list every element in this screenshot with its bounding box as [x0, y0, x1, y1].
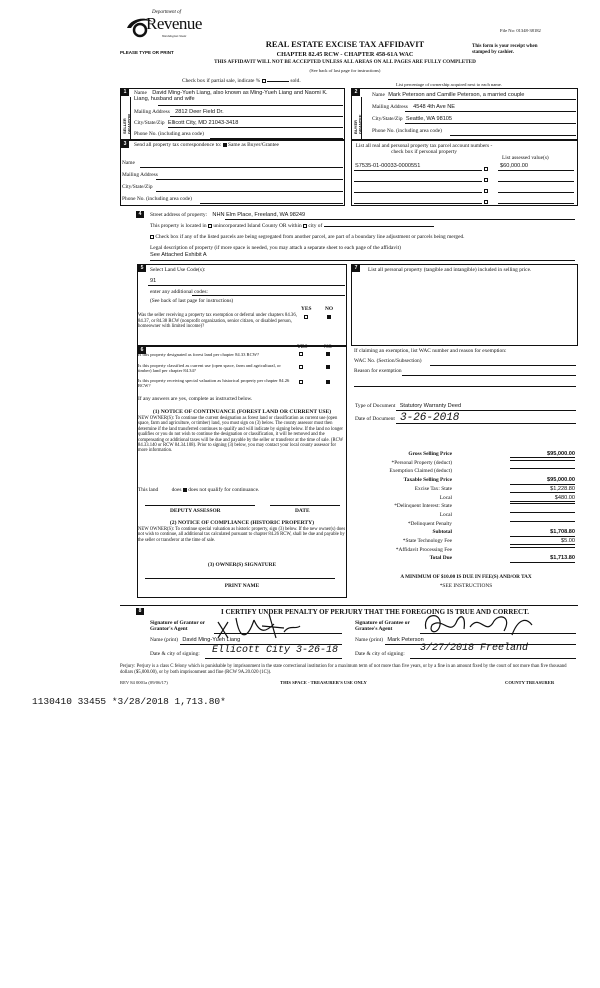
logo-revenue: Revenue	[146, 14, 202, 33]
doc-type-row	[355, 403, 461, 409]
located-label: This property is located in	[150, 223, 207, 229]
tax-row	[355, 547, 577, 555]
historic-no-checkbox[interactable]	[326, 380, 330, 384]
tax-row-value[interactable]: $5.00	[510, 538, 575, 545]
buyer-address-row	[372, 104, 455, 110]
grantor-name[interactable]: David Ming-Yueh Liang	[182, 637, 241, 643]
tax-row-value[interactable]	[510, 547, 575, 548]
grantee-date-label: Date & city of signing:	[355, 651, 405, 657]
buyer-phone-label: Phone No. (including area code)	[372, 128, 442, 134]
pp-checkbox-4[interactable]	[484, 200, 488, 204]
deputy-date: DATE	[295, 508, 310, 514]
street-address[interactable]: NHN Elm Place, Freeland, WA 98249	[212, 212, 306, 218]
exemption-question: Was the seller receiving a property tax exemption or deferral under chapters 84.36, 84.37, or 84.38 RCW (nonprofit organization, senior citizen, or disabled person, homeowner with limited income)?	[138, 313, 297, 330]
corr-address-label: Mailing Address	[122, 172, 158, 178]
grantee-sig-label: Signature of Grantee or Grantee's Agent	[355, 620, 410, 633]
certify-statement: I CERTIFY UNDER PENALTY OF PERJURY THAT THE FOREGOING IS TRUE AND CORRECT.	[220, 608, 529, 616]
tax-row-label: Gross Selling Price	[408, 451, 452, 457]
parcel-number[interactable]: S7535-01-00033-0000551	[355, 163, 421, 169]
buyer-city-label: City/State/Zip	[372, 116, 403, 122]
tax-row-label: Subtotal	[432, 529, 452, 536]
buyer-city[interactable]: Seattle, WA 98105	[405, 116, 453, 122]
buyer-side-label: BUYER GRANTEE	[353, 114, 363, 134]
doc-date-label: Date of Document	[355, 416, 395, 422]
seller-city-row	[134, 120, 238, 126]
tax-row-label: Local	[439, 511, 452, 518]
historic-yes-checkbox[interactable]	[299, 380, 303, 384]
grantee-name-label: Name (print)	[355, 637, 383, 643]
see-back-instructions: (See back of last page for instructions)	[309, 68, 381, 73]
tax-row-label: *State Technology Fee	[402, 538, 452, 544]
parcels-header: List all real and personal property tax parcel account numbers - check box if personal property	[355, 143, 493, 156]
pp-checkbox-3[interactable]	[484, 189, 488, 193]
print-name: PRINT NAME	[224, 583, 260, 589]
grantee-name-row	[355, 637, 424, 643]
s5-yes-header: YES	[301, 306, 312, 312]
s6-yes-header: YES	[297, 344, 308, 350]
street-label: Street address of property:	[150, 212, 208, 218]
tax-row	[355, 495, 577, 503]
corr-phone-label: Phone No. (including area code)	[122, 196, 192, 202]
receipt-note: This form is your receipt when stamped by cashier.	[472, 44, 538, 55]
tax-row-label: *Personal Property (deduct)	[391, 459, 452, 466]
tax-row-value[interactable]	[510, 521, 575, 522]
grantor-date-label: Date & city of signing:	[150, 651, 200, 657]
section-8-badge: 8	[136, 608, 144, 615]
grantor-date-city[interactable]: Ellicott City 3-26-18	[212, 645, 339, 656]
tax-row-label: Local	[439, 494, 452, 501]
tax-row-value[interactable]	[510, 468, 575, 469]
logo-state: Washington State	[162, 34, 187, 38]
tax-row-value[interactable]	[510, 512, 575, 513]
current-use-question: Is this property classified as current use (open space, farm and agricultural, or timber) land per chapter 84.34?	[138, 363, 281, 374]
perjury-notice: Perjury: Perjury is a class C felony which is punishable by imprisonment in the state correctional institution for a maximum term of not more than five years, or by a fine in an amount fixed by the court of not more than five thousand dollars ($5,000.00), or by both imprisonment and fine (RCW 9A.20.020 (1C)).	[120, 664, 567, 675]
partial-sale-row	[182, 78, 301, 84]
notice2-title: (2) NOTICE OF COMPLIANCE (HISTORIC PROPERTY)	[169, 520, 315, 526]
receipt-stamp: 1130410 33455 *3/28/2018 1,713.80*	[32, 696, 226, 707]
wac-number-label: WAC No. (Section/Subsection)	[354, 358, 422, 364]
form-warning: THIS AFFIDAVIT WILL NOT BE ACCEPTED UNLESS ALL AREAS ON ALL PAGES ARE FULLY COMPLETED	[214, 59, 476, 65]
corr-name-label: Name	[122, 160, 135, 166]
section-1-badge: 1	[121, 89, 129, 96]
pp-checkbox-1[interactable]	[484, 167, 488, 171]
buyer-name-row	[372, 92, 577, 98]
seller-city[interactable]: Ellicott City, MD 21043-3418	[167, 120, 239, 126]
minimum-fee-note: A MINIMUM OF $10.00 IS DUE IN FEE(S) AND/OR TAX	[400, 574, 532, 580]
seller-name-label: Name	[134, 90, 147, 96]
tax-row-label: *Delinquent Penalty	[407, 520, 452, 527]
grantee-signature-icon	[420, 609, 540, 643]
buyer-name[interactable]: Mark Peterson and Camille Peterson, a married couple	[388, 92, 525, 98]
correspondence-row	[134, 142, 279, 148]
owner-signature: (3) OWNER(S) SIGNATURE	[207, 562, 277, 568]
tax-row	[355, 555, 577, 563]
forest-question: Is this property designated as forest land per chapter 84.33 RCW?	[138, 352, 260, 357]
seller-address-row	[134, 109, 224, 115]
assessed-header: List assessed value(s)	[502, 155, 549, 161]
legal-description[interactable]: See Attached Exhibit A	[150, 252, 207, 258]
seller-name-row	[134, 90, 344, 103]
grantor-sig-label: Signature of Grantor or Grantor's Agent	[150, 620, 205, 633]
city-of-checkbox[interactable]	[303, 224, 307, 228]
city-of-label: city of	[308, 223, 323, 229]
grantor-name-label: Name (print)	[150, 637, 178, 643]
tax-row-value[interactable]: $1,708.80	[510, 529, 575, 536]
additional-codes: enter any additional codes:	[150, 289, 208, 295]
tax-row	[355, 486, 577, 494]
grantee-name[interactable]: Mark Peterson	[387, 637, 424, 643]
notice1-text: NEW OWNER(S): To continue the current designation as forest land or classification as current use (open space, farm and agriculture, or timber) land, you must sign on (3) below. The county assessor must then determine if the land transferred continues to qualify and will indicate by signing below. If the land no longer qualifies or you do not wish to continue the designation or classification, it will be removed and the compensating or additional taxes will be due and payable by the seller or transferor at the time of sale. (RCW 84.33.140 or RCW 84.34.108). Prior to signing (3) below, you may contact your local county assessor for more information.	[138, 416, 344, 454]
exemption-label: If claiming an exemption, list WAC number and reason for exemption:	[354, 348, 507, 354]
doc-type[interactable]: Statutory Warranty Deed	[399, 403, 462, 409]
tax-row	[355, 451, 577, 459]
assessed-value[interactable]: $60,000.00	[500, 163, 528, 169]
tax-row	[355, 512, 577, 520]
s5-yes-checkbox[interactable]	[304, 315, 308, 319]
tax-row	[355, 521, 577, 529]
does-checkbox[interactable]	[183, 488, 187, 492]
land-use-see-back: (See back of last page for instructions)	[150, 298, 234, 304]
section-2-badge: 2	[352, 89, 360, 96]
tax-row-label: Total Due	[429, 555, 452, 562]
tax-row	[355, 538, 577, 546]
unincorporated-label: unincorporated Island County OR within	[213, 223, 302, 229]
type-or-print: PLEASE TYPE OR PRINT	[120, 50, 174, 55]
tax-row	[355, 477, 577, 485]
same-as-buyer-checkbox[interactable]	[223, 143, 227, 147]
exemption-reason-label: Reason for exemption	[354, 368, 402, 374]
street-row	[150, 212, 305, 218]
see-instructions: *SEE INSTRUCTIONS	[439, 583, 493, 589]
section-5	[137, 264, 347, 346]
tax-row-value[interactable]: $480.00	[510, 495, 575, 502]
section-4-badge: 4	[136, 211, 144, 218]
notice2-text: NEW OWNER(S): To continue special valuation as historic property, sign (3) below. If the new owner(s) does not wish to continue, all additional tax calculated pursuant to chapter 84.26 RCW, shall be due and payable by the seller or transferor at the time of sale.	[138, 527, 346, 543]
current-use-no-checkbox[interactable]	[326, 365, 330, 369]
notice1-title: (1) NOTICE OF CONTINUANCE (FOREST LAND OR CURRENT USE)	[152, 409, 332, 415]
corr-city-label: City/State/Zip	[122, 184, 153, 190]
form-chapter: CHAPTER 82.45 RCW - CHAPTER 458-61A WAC	[276, 51, 414, 58]
deputy-assessor: DEPUTY ASSESSOR	[170, 508, 221, 514]
tax-row-value[interactable]	[510, 460, 575, 461]
tax-row-value[interactable]	[510, 503, 575, 504]
partial-sale-label: Check box if partial sale, indicate %	[182, 78, 261, 84]
same-as-buyer-label: Same as Buyer/Grantee	[228, 142, 279, 148]
pp-checkbox-2[interactable]	[484, 178, 488, 182]
s5-no-header: NO	[325, 306, 334, 312]
seller-name[interactable]: David Ming-Yueh Liang, also known as Ming-Yueh Liang and Naomi K. Liang, husband and wife	[134, 90, 328, 103]
tax-row-value[interactable]: $95,000.00	[510, 451, 575, 458]
tax-row-label: *Delinquent Interest: State	[394, 503, 452, 510]
current-use-yes-checkbox[interactable]	[299, 365, 303, 369]
seller-address-label: Mailing Address	[134, 109, 170, 115]
legal-label: Legal description of property (if more space is needed, you may attach a separate sheet to each page of the affidavit)	[150, 245, 401, 251]
land-use-label: Select Land Use Code(s):	[150, 267, 206, 273]
does-not-label: does not	[188, 487, 207, 493]
buyer-address[interactable]: 4548 4th Ave NE	[413, 104, 456, 110]
unincorporated-checkbox[interactable]	[208, 224, 212, 228]
section-5-badge: 5	[138, 265, 146, 272]
personal-property-label: List all personal property (tangible and intangible) included in selling price.	[368, 267, 532, 273]
segregated-checkbox[interactable]	[150, 235, 154, 239]
tax-row	[355, 529, 577, 537]
partial-sale-checkbox[interactable]	[262, 79, 266, 83]
tax-row-label: Exemption Claimed (deduct)	[389, 468, 452, 475]
tax-row-value[interactable]: $1,228.80	[510, 486, 575, 493]
ownership-note: List percentage of ownership acquired next to each name.	[396, 82, 502, 87]
tax-row-label: Excise Tax: State	[414, 485, 452, 492]
section-3-badge: 3	[121, 141, 129, 148]
grantee-date-city[interactable]: 3/27/2018 Freeland	[420, 643, 529, 654]
buyer-address-label: Mailing Address	[372, 104, 408, 110]
grantor-name-row	[150, 637, 240, 643]
tax-row-value[interactable]: $95,000.00	[510, 477, 575, 484]
form-number: REV 84 0001a (09/06/17)	[120, 680, 168, 685]
located-row	[150, 223, 434, 229]
s5-no-checkbox[interactable]	[327, 315, 331, 319]
continuance-row	[138, 487, 259, 493]
section-7-badge: 7	[352, 265, 360, 272]
does-label: does	[171, 487, 182, 493]
if-yes-note: If any answers are yes, complete as instructed below.	[138, 396, 253, 402]
seller-phone-label: Phone No. (including area code)	[134, 131, 204, 137]
forest-yes-checkbox[interactable]	[299, 352, 303, 356]
buyer-name-label: Name	[372, 92, 385, 98]
land-use-code[interactable]: 91	[150, 278, 157, 284]
correspondence-label: Send all property tax correspondence to:	[134, 142, 222, 148]
section-6-badge: 6	[138, 347, 146, 354]
s6-no-header: NO	[324, 344, 333, 350]
treasurer-use: THIS SPACE - TREASURER'S USE ONLY	[280, 680, 367, 685]
buyer-city-row	[372, 116, 452, 122]
forest-no-checkbox[interactable]	[326, 352, 330, 356]
historic-question: Is this property receiving special valuation as historical property per chapter 84.26 RCW?	[138, 378, 290, 389]
dor-logo	[126, 10, 218, 50]
seller-address[interactable]: 2812 Deer Field Dr.	[175, 109, 224, 115]
logo-dept: Department of	[152, 10, 182, 15]
partial-sold-label: sold.	[290, 78, 301, 84]
tax-row	[355, 460, 577, 468]
tax-row-label: Taxable Selling Price	[403, 477, 452, 484]
qualify-label: qualify for continuance.	[207, 487, 260, 493]
this-land-label: This land	[138, 487, 159, 493]
doc-type-label: Type of Document	[355, 403, 396, 409]
tax-row	[355, 468, 577, 476]
tax-row	[355, 503, 577, 511]
county-treasurer: COUNTY TREASURER	[505, 680, 555, 685]
tax-row-value[interactable]: $1,713.80	[510, 555, 575, 562]
tax-row-label: *Affidavit Processing Fee	[395, 546, 452, 553]
segregated-row	[150, 234, 580, 240]
section-7	[351, 264, 578, 346]
file-number: File No: 01348-38182	[500, 28, 541, 33]
form-title: REAL ESTATE EXCISE TAX AFFIDAVIT	[265, 39, 425, 49]
seller-side-label: SELLER GRANTOR	[122, 113, 132, 134]
seller-city-label: City/State/Zip	[134, 120, 165, 126]
doc-date[interactable]: 3-26-2018	[400, 412, 460, 424]
segregated-label: Check box if any of the listed parcels are being segregated from another parcel, are part of a boundary line adjustment or parcels being merged.	[155, 234, 465, 240]
